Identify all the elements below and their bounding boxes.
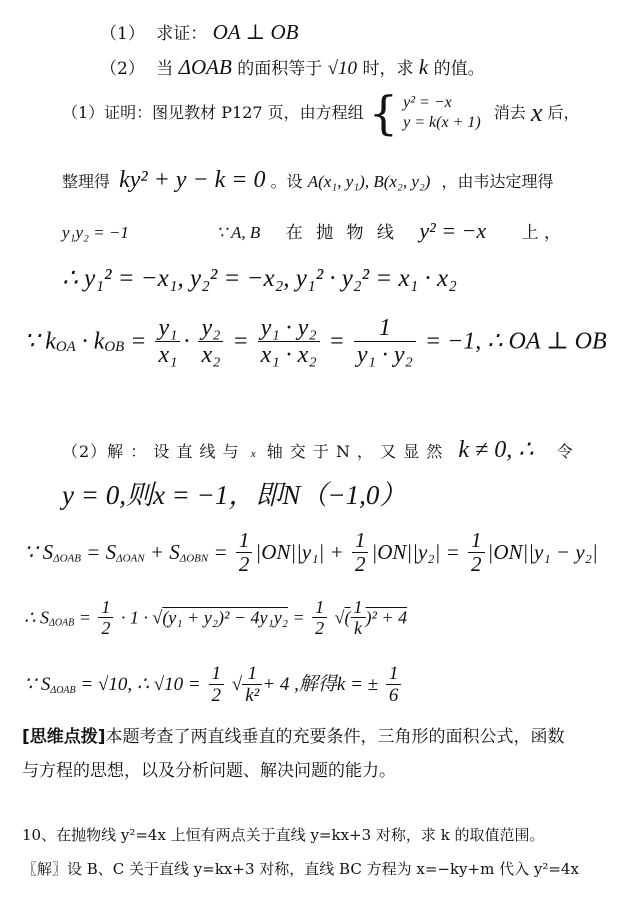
problem10-line1 (22, 828, 545, 843)
sol2-line5-b: = √10, ∴ √10 = (80, 674, 201, 695)
sol2-line5-c: ,解得k = ± (294, 674, 379, 695)
problem10-line2 (22, 862, 579, 877)
q1-math: OA ⊥ OB (212, 20, 299, 44)
line4-math: ∴ y₁² = −x₁, y₂² = −x₂, y₁² · y₂² = x₁ · x₂ (62, 265, 457, 292)
sol2-intro-x: x (250, 448, 256, 460)
sol2-line5: ∵ $S_{\Delta OAB} = √10$, ∴ √10 = $\frac{1}{2}$ √ $\frac{1}{\text{k²}}$ + 4 ,解得k = ± $\frac{1}{6}$ (24, 664, 404, 705)
frac-prod: $\frac{\text{y₁ · y₂}}{\text{x₁ · x₂}}$ (258, 316, 320, 367)
q1-label: （1） (100, 24, 145, 44)
q2-text-c: 时，求 (362, 59, 414, 79)
line2-a: 整理得 (62, 172, 111, 191)
line3-curve: y² = −x (419, 218, 487, 243)
q2-math-c: k (418, 55, 429, 79)
sol2-line1 (62, 438, 573, 462)
q2-text-d: 的值。 (433, 59, 485, 79)
sol2-line3: ∵ $S_{\Delta OAB} = S_{\Delta OAN} + S_{\Delta OBN}$ = $\frac{1}{2}$ |ON||y₁| + $\frac{1}{2}$ |ON||y₂| = $\frac{1}{2}$ |ON||y₁ − y₂| (24, 528, 598, 576)
after-x: 后， (547, 103, 580, 122)
frac-y1-x1: $\frac{\text{y₁}}{\text{x₁}}$ (155, 316, 180, 367)
after-sys: 消去 (493, 103, 526, 122)
q2-label: （2） (100, 59, 145, 79)
sol2-intro-a: （2）解 ： 设 直 线 与 (62, 442, 240, 461)
sol2-line2 (62, 482, 406, 509)
insight-label: [思维点拨] (22, 727, 106, 747)
line3-c: 上 ， (521, 223, 561, 243)
sol2-intro-c: 令 (556, 442, 573, 461)
sol2-line4: ∴ $S_{\Delta OAB}$ = $\frac{1}{2}$ · 1 · √(y₁ + y₂)² − 4y₁y₂ = $\frac{1}{2}$ √( $\frac{1}{k}$ )² + 4 (24, 597, 408, 638)
insight-line2 (22, 763, 396, 780)
frac-one: $\frac{1}{\text{y₁ · y₂}}$ (354, 316, 416, 367)
frac-y2-x2: $\frac{\text{y₂}}{\text{x₂}}$ (198, 316, 223, 367)
sys-line-2: y = k(x + 1) (403, 114, 481, 131)
insight-text1: 本题考查了两直线垂直的充要条件，三角形的面积公式，函数 (105, 727, 565, 747)
q1-text: 求证： (156, 24, 208, 44)
sol2-line2-text: y = 0,则x = −1，即N（−1,0） (62, 480, 407, 510)
sol2-intro-b: 轴 交 于 N ， 又 显 然 (266, 442, 444, 461)
line2-math: ky² + y − k = 0 (119, 167, 266, 193)
insight-text2: 与方程的思想，以及分析问题、解决问题的能力。 (22, 761, 396, 781)
sol2-line3-a: ∵ S (24, 540, 54, 564)
q2-math-a: ΔOAB (178, 55, 232, 79)
line3-b: 在 抛 物 线 (285, 223, 398, 243)
question-2 (100, 57, 485, 78)
sol2-line4-a: ∴ S (24, 607, 49, 628)
sol1-line5: ∵ $k_{OA} \cdot k_{OB}$ = $\frac{\text{y₁}}{\text{x₁}}$ · $\frac{\text{y₂}}{\text{x₂}}$ = $\frac{\text{y₁ · y₂}}{\text{x₁ · x₂}}$ = $\frac{1}{\text{y₁ · y₂}}$ = −1, ∴ OA ⊥ OB (24, 315, 607, 368)
problem10-text1: 10、在抛物线 y²=4x 上恒有两点关于直线 y=kx+3 对称，求 k 的取值范围。 (22, 826, 545, 844)
system-brace: { (368, 86, 399, 140)
sol1-line2 (62, 168, 554, 192)
sol1-line1 (62, 86, 580, 140)
sol2-intro-math: k ≠ 0, ∴ (458, 437, 534, 463)
sol2-line5-a: ∵ S (24, 674, 51, 695)
q2-text-b: 的面积等于 (237, 59, 323, 79)
sol1-line4 (62, 266, 457, 291)
line2-b: 。设 (270, 172, 303, 191)
sol1-line3 (62, 220, 561, 242)
line3-math: y₁y₂ = −1 (62, 223, 129, 242)
sys-line-1: y² = −x (403, 94, 452, 111)
q2-math-b: √10 (327, 58, 358, 79)
line2-c: ，由韦达定理得 (441, 172, 554, 191)
insight-line1 (22, 729, 565, 746)
q2-text-a: 当 (156, 59, 174, 79)
line5-tail: = −1, ∴ OA ⊥ OB (424, 328, 607, 355)
sol1-intro: （1）证明：图见教材 P127 页，由方程组 (62, 103, 364, 122)
problem10-text2: 〖解〗设 B、C 关于直线 y=kx+3 对称，直线 BC 方程为 x=−ky+m 代入 y²=4x (22, 860, 579, 878)
line3-a: ∵ A, B (216, 223, 261, 242)
x-var: x (530, 98, 543, 127)
equation-system (403, 93, 481, 133)
line2-points: A(x₁, y₁), B(x₂, y₂) (307, 172, 431, 191)
line5-a: ∵ k (24, 328, 56, 355)
question-1 (100, 22, 299, 43)
